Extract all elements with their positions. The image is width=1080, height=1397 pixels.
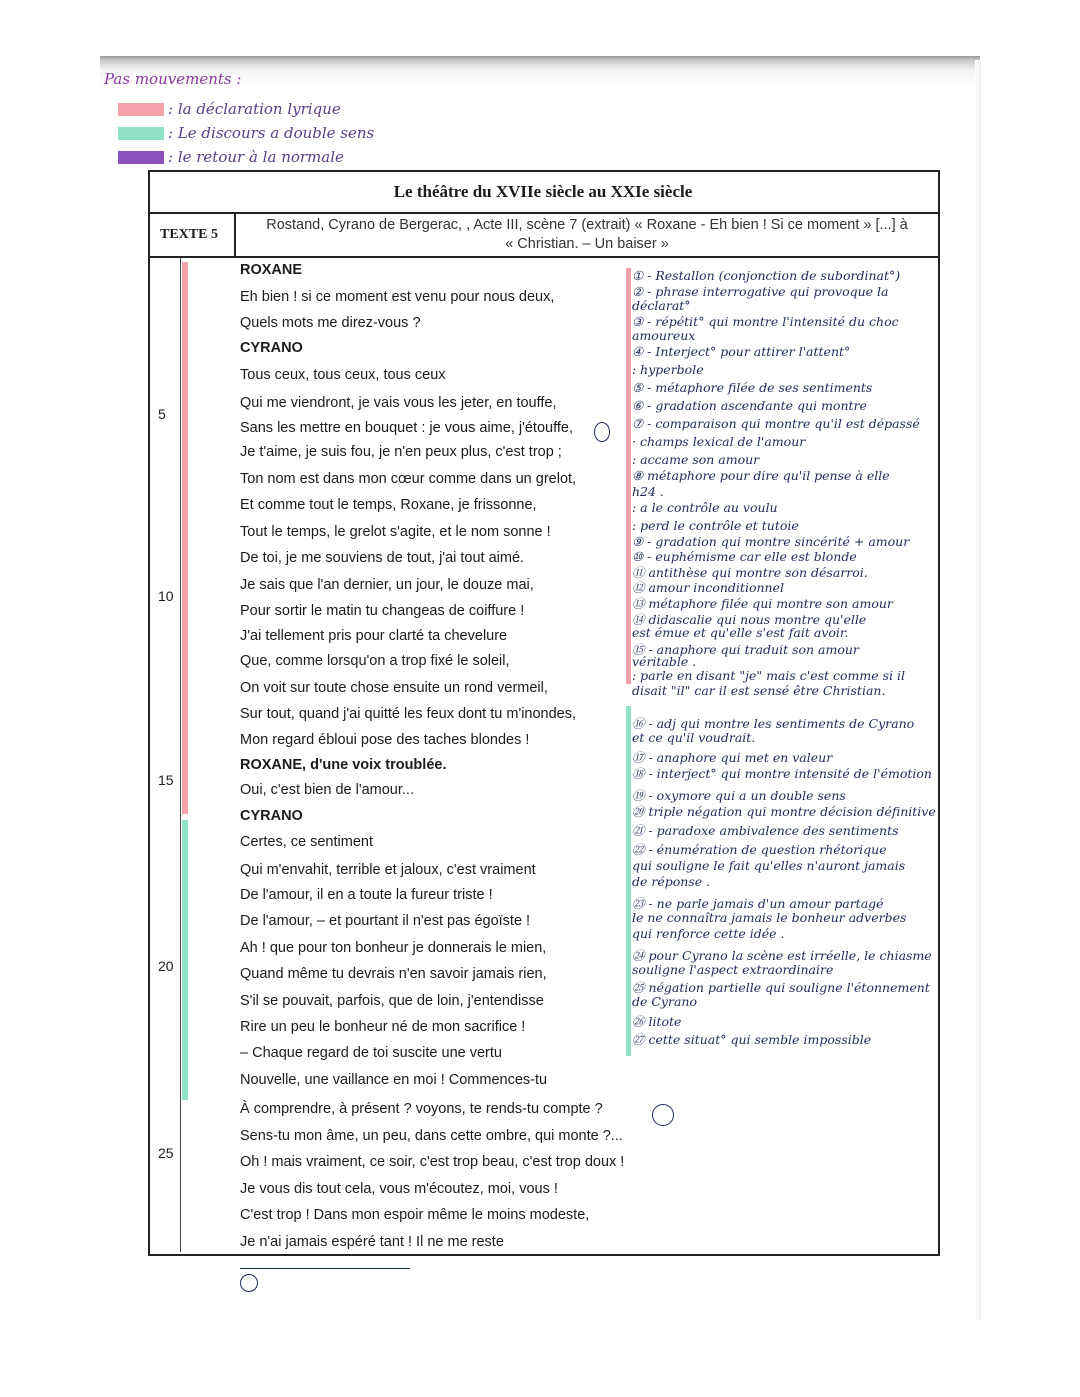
annotation-note: qui souligne le fait qu'elles n'auront jamais	[632, 858, 906, 873]
verse-line: Qui me viendront, je vais vous les jeter, en touffe,	[240, 395, 557, 411]
annotation-note: disait "il" car il est sensé être Christian.	[632, 683, 886, 698]
verse-line: Que, comme lorsqu'on a trop fixé le soleil,	[240, 653, 510, 669]
verse-line: Je sais que l'an dernier, un jour, le douze mai,	[240, 577, 534, 593]
annotation-note: ⑬ métaphore filée qui montre son amour	[632, 596, 893, 611]
annotation-note: ⑥ - gradation ascendante qui montre	[632, 398, 867, 413]
line-number: 15	[158, 772, 174, 788]
annotation-note: ⑨ - gradation qui montre sincérité + amour	[632, 534, 910, 549]
circled-number-mark	[652, 1104, 674, 1126]
annotation-note: ⑮ - anaphore qui traduit son amour	[632, 642, 859, 657]
verse-line: S'il se pouvait, parfois, que de loin, j'entendisse	[240, 993, 544, 1009]
verse-line: Je t'aime, je suis fou, je n'en peux plus, c'est trop ;	[240, 444, 562, 460]
annotation-note: ⑲ - oxymore qui a un double sens	[632, 788, 846, 803]
annotation-note: ② - phrase interrogative qui provoque la	[632, 284, 889, 299]
highlight-bar-green	[182, 820, 188, 1100]
verse-line: Sens-tu mon âme, un peu, dans cette ombre, qui monte ?...	[240, 1128, 623, 1144]
notes-bar-pink	[626, 268, 631, 684]
subtitle-line-1: Rostand, Cyrano de Bergerac, , Acte III, scène 7 (extrait) « Roxane - Eh bien ! Si ce moment » [...] à	[266, 217, 908, 233]
legend-item-double-sens	[118, 124, 374, 142]
annotation-note: ⑰ - anaphore qui met en valeur	[632, 750, 833, 765]
legend-swatch-green	[118, 127, 164, 140]
legend-title: Pas mouvements :	[104, 70, 242, 88]
legend-label: : le retour à la normale	[168, 148, 344, 166]
annotation-note: ⑫ amour inconditionnel	[632, 580, 784, 595]
verse-line: – Chaque regard de toi suscite une vertu	[240, 1045, 502, 1061]
annotation-note: ㉔ pour Cyrano la scène est irréelle, le chiasme	[632, 948, 932, 963]
subtitle-line-2: « Christian. – Un baiser »	[505, 236, 669, 252]
verse-line: Eh bien ! si ce moment est venu pour nous deux,	[240, 289, 555, 305]
annotation-note: le ne connaîtra jamais le bonheur adverbes	[632, 910, 907, 925]
annotation-note: ④ - Interject° pour attirer l'attent°	[632, 344, 851, 359]
paper-right-edge	[975, 60, 981, 1320]
line-number: 20	[158, 958, 174, 974]
line-number: 10	[158, 588, 174, 604]
page-title: Le théâtre du XVIIe siècle au XXIe siècle	[148, 172, 938, 214]
header-subtitle	[240, 216, 934, 254]
annotation-note: ㉖ litote	[632, 1014, 682, 1029]
verse-line: Ah ! que pour ton bonheur je donnerais le mien,	[240, 940, 547, 956]
underline-mark	[240, 1268, 410, 1269]
verse-line: De l'amour, il en a toute la fureur triste !	[240, 887, 493, 903]
verse-line: Tous ceux, tous ceux, tous ceux	[240, 367, 446, 383]
verse-line: Oui, c'est bien de l'amour...	[240, 782, 414, 798]
annotation-note: : parle en disant "je" mais c'est comme si il	[632, 668, 905, 683]
annotation-note: ⑦ - comparaison qui montre qu'il est dépassé	[632, 416, 920, 431]
annotation-note: ㉕ négation partielle qui souligne l'étonnement	[632, 980, 930, 995]
legend-label: : la déclaration lyrique	[168, 100, 341, 118]
annotation-note: de réponse .	[632, 874, 711, 889]
verse-line: Nouvelle, une vaillance en moi ! Commences-tu	[240, 1072, 548, 1088]
speaker-name: CYRANO	[240, 340, 303, 356]
annotation-note: ③ - répétit° qui montre l'intensité du choc	[632, 314, 899, 329]
annotation-note: · champs lexical de l'amour	[632, 434, 806, 449]
annotation-note: ⑩ - euphémisme car elle est blonde	[632, 549, 857, 564]
verse-line: Ton nom est dans mon cœur comme dans un grelot,	[240, 471, 577, 487]
annotation-note: déclarat°	[632, 298, 691, 313]
verse-line: De l'amour, – et pourtant il n'est pas égoïste !	[240, 913, 531, 929]
line-number: 25	[158, 1145, 174, 1161]
annotation-note: ㉗ cette situat° qui semble impossible	[632, 1032, 872, 1047]
annotation-note: ⑱ - interject° qui montre intensité de l'émotion	[632, 766, 932, 781]
verse-line: Sans les mettre en bouquet : je vous aime, j'étouffe,	[240, 420, 573, 436]
annotation-note: ⑧ métaphore pour dire qu'il pense à elle	[632, 468, 890, 483]
annotation-note: : a le contrôle au voulu	[632, 500, 778, 515]
verse-line: De toi, je me souviens de tout, j'ai tout aimé.	[240, 550, 525, 566]
annotation-note: ⑳ triple négation qui montre décision définitive	[632, 804, 936, 819]
verse-line: Quels mots me direz-vous ?	[240, 315, 421, 331]
line-number: 5	[158, 406, 166, 422]
verse-line: Sur tout, quand j'ai quitté les feux dont tu m'inondes,	[240, 706, 577, 722]
texte-label: TEXTE 5	[150, 214, 236, 256]
verse-line: Oh ! mais vraiment, ce soir, c'est trop beau, c'est trop doux !	[240, 1154, 625, 1170]
annotation-note: ㉒ - énumération de question rhétorique	[632, 842, 887, 857]
annotation-note: souligne l'aspect extraordinaire	[632, 962, 834, 977]
annotation-note: véritable .	[632, 654, 697, 669]
annotation-note: ① - Restallon (conjonction de subordinat°)	[632, 268, 901, 283]
legend-swatch-pink	[118, 103, 164, 116]
verse-line: Et comme tout le temps, Roxane, je frissonne,	[240, 497, 537, 513]
annotation-note: : hyperbole	[632, 362, 704, 377]
circled-number-mark	[240, 1274, 258, 1292]
circled-number-mark	[594, 422, 610, 442]
annotation-note: de Cyrano	[632, 994, 698, 1009]
verse-line: Quand même tu devrais n'en savoir jamais rien,	[240, 966, 547, 982]
annotation-note: ㉓ - ne parle jamais d'un amour partagé	[632, 896, 884, 911]
annotation-note: ㉑ - paradoxe ambivalence des sentiments	[632, 823, 899, 838]
annotation-note: : perd le contrôle et tutoie	[632, 518, 799, 533]
annotation-note: ⑪ antithèse qui montre son désarroi.	[632, 565, 868, 580]
notes-bar-green	[626, 706, 631, 1056]
verse-line: C'est trop ! Dans mon espoir même le moins modeste,	[240, 1207, 590, 1223]
verse-line: Tout le temps, le grelot s'agite, et le nom sonne !	[240, 524, 551, 540]
annotation-note: est émue et qu'elle s'est fait avoir.	[632, 625, 849, 640]
verse-line: On voit sur toute chose ensuite un rond vermeil,	[240, 680, 548, 696]
header-divider	[150, 256, 938, 258]
annotation-note: : accame son amour	[632, 452, 760, 467]
verse-line: Certes, ce sentiment	[240, 834, 373, 850]
verse-line: Qui m'envahit, terrible et jaloux, c'est vraiment	[240, 862, 536, 878]
verse-line: Je vous dis tout cela, vous m'écoutez, moi, vous !	[240, 1181, 558, 1197]
annotation-note: amoureux	[632, 328, 696, 343]
legend-item-lyrique	[118, 100, 341, 118]
legend-swatch-purple	[118, 151, 164, 164]
legend-item-normale	[118, 148, 344, 166]
annotation-note: et ce qu'il voudrait.	[632, 730, 756, 745]
verse-line: Pour sortir le matin tu changeas de coiffure !	[240, 603, 525, 619]
verse-line: À comprendre, à présent ? voyons, te rends-tu compte ?	[240, 1101, 603, 1117]
highlight-bar-pink	[182, 262, 188, 814]
speaker-name: ROXANE	[240, 262, 303, 278]
annotation-note: ⑤ - métaphore filée de ses sentiments	[632, 380, 873, 395]
verse-line: J'ai tellement pris pour clarté ta chevelure	[240, 628, 508, 644]
verse-line: Rire un peu le bonheur né de mon sacrifice !	[240, 1019, 526, 1035]
speaker-name: CYRANO	[240, 808, 303, 824]
legend-label: : Le discours a double sens	[168, 124, 375, 142]
annotation-note: qui renforce cette idée .	[632, 926, 785, 941]
verse-line: Mon regard ébloui pose des taches blondes !	[240, 732, 530, 748]
annotation-note: ⑯ - adj qui montre les sentiments de Cyrano	[632, 716, 915, 731]
line-number-column-divider	[180, 258, 181, 1252]
annotation-note: ⑭ didascalie qui nous montre qu'elle	[632, 612, 867, 627]
verse-line: Je n'ai jamais espéré tant ! Il ne me reste	[240, 1234, 504, 1250]
annotation-note: h24 .	[632, 484, 664, 499]
speaker-name: ROXANE, d'une voix troublée.	[240, 757, 447, 773]
